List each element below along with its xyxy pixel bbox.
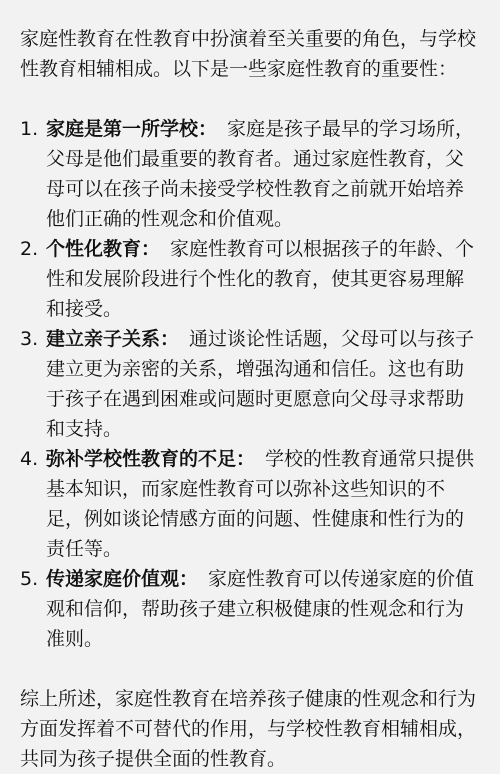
conclusion-paragraph: 综上所述，家庭性教育在培养孩子健康的性观念和行为方面发挥着不可替代的作用，与学校性教育相辅相成，共同为孩子提供全面的性教育。 (20, 688, 477, 770)
importance-list (20, 114, 480, 654)
list-item-text: 家庭是孩子最早的学习场所，父母是他们最重要的教育者。通过家庭性教育，父母可以在孩子尚未接受学校性教育之前就开始培养他们正确的性观念和价值观。 (46, 118, 475, 230)
document (20, 24, 480, 774)
list-item-body (46, 114, 480, 234)
list-item-term: 传递家庭价值观： (46, 568, 199, 590)
list-item-number: 1. (20, 118, 39, 140)
list-item-text: 学校的性教育通常只提供基本知识，而家庭性教育可以弥补这些知识的不足，例如谈论情感方面的问题、性健康和性行为的责任等。 (46, 448, 475, 560)
list-item-number: 3. (20, 328, 39, 350)
list-item-body (46, 324, 480, 444)
list-item-text: 家庭性教育可以传递家庭的价值观和信仰，帮助孩子建立积极健康的性观念和行为准则。 (46, 568, 475, 650)
list-item-body (46, 234, 480, 324)
list-item-text: 通过谈论性话题，父母可以与孩子建立更为亲密的关系，增强沟通和信任。这也有助于孩子在遇到困难或问题时更愿意向父母寻求帮助和支持。 (46, 328, 475, 440)
list-item-text: 家庭性教育可以根据孩子的年龄、个性和发展阶段进行个性化的教育，使其更容易理解和接受。 (46, 238, 475, 320)
list-item-term: 建立亲子关系： (46, 328, 180, 350)
list-item-number: 2. (20, 238, 39, 260)
list-item-term: 个性化教育： (46, 238, 161, 260)
list-item (20, 234, 480, 324)
intro-paragraph: 家庭性教育在性教育中扮演着至关重要的角色，与学校性教育相辅相成。以下是一些家庭性教育的重要性： (20, 28, 477, 80)
list-item-number: 5. (20, 568, 39, 590)
list-item (20, 324, 480, 444)
list-item-body (46, 444, 480, 564)
list-item (20, 444, 480, 564)
list-item (20, 564, 480, 654)
list-item-term: 弥补学校性教育的不足： (46, 448, 256, 470)
list-item-number: 4. (20, 448, 39, 470)
list-item-body (46, 564, 480, 654)
list-item-term: 家庭是第一所学校： (46, 118, 218, 140)
list-item (20, 114, 480, 234)
